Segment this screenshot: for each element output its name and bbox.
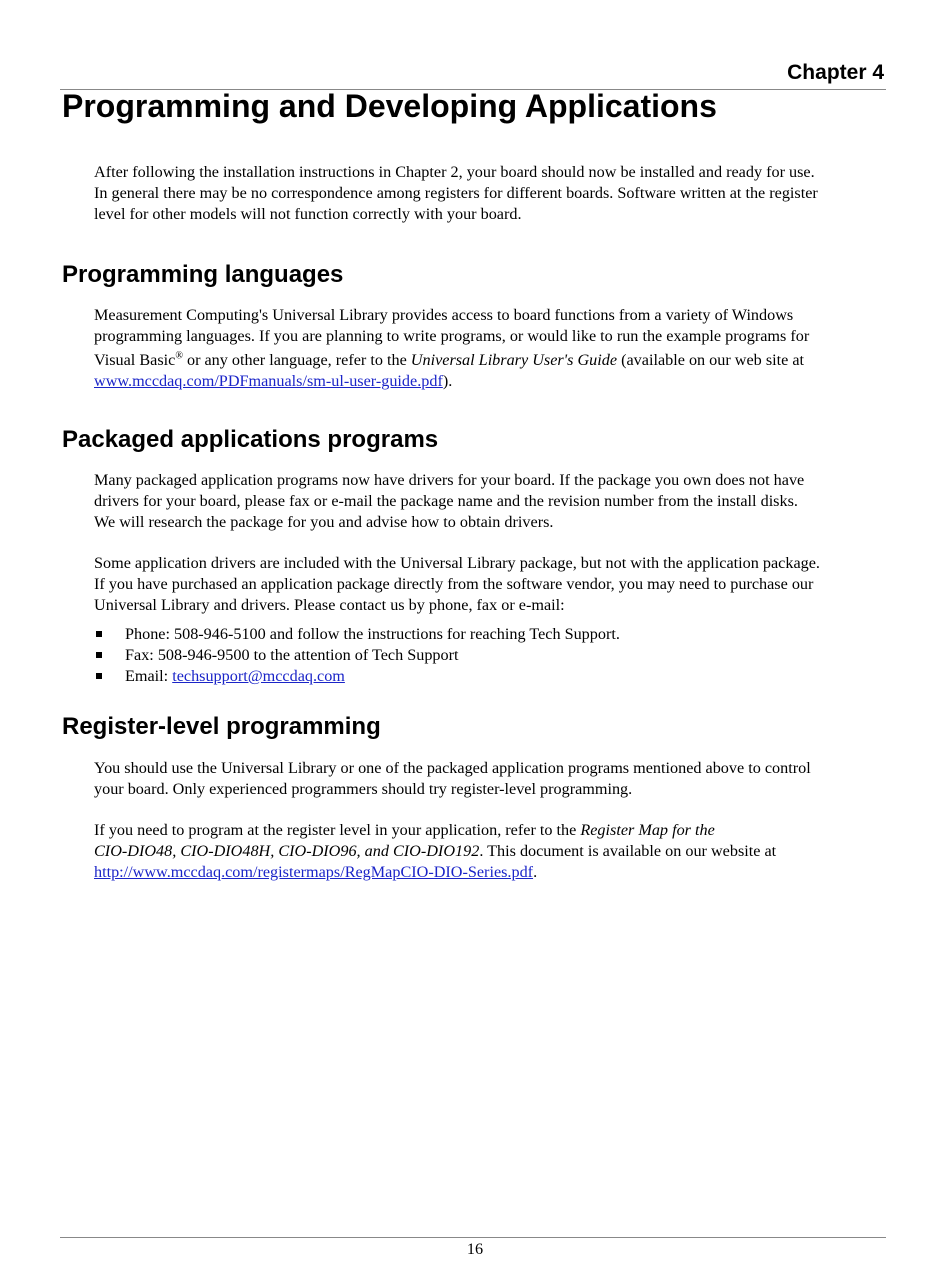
email-link[interactable]: techsupport@mccdaq.com: [172, 666, 345, 685]
paragraph-line: If you have purchased an application package directly from the software vendor, you may need to purchase our: [94, 574, 814, 593]
register-map-link[interactable]: http://www.mccdaq.com/registermaps/RegMapCIO-DIO-Series.pdf: [94, 862, 534, 881]
paragraph-line: We will research the package for you and advise how to obtain drivers.: [94, 512, 554, 531]
paragraph-line: programming languages. If you are planning to write programs, or would like to run the example programs for: [94, 326, 810, 345]
user-guide-link[interactable]: www.mccdaq.com/PDFmanuals/sm-ul-user-guide.pdf: [94, 371, 443, 390]
list-item: [94, 624, 620, 645]
list-item: [94, 666, 620, 687]
register-map-title: Register Map for the: [580, 821, 715, 839]
list-item: [94, 645, 620, 666]
paragraph-line: [94, 351, 804, 369]
paragraph-text: (available on our web site at: [617, 350, 805, 369]
contact-fax: Fax: 508-946-9500 to the attention of Tech Support: [125, 645, 459, 664]
packaged-applications-paragraph-1: [94, 470, 886, 532]
intro-line: In general there may be no correspondence among registers for different boards. Software written at the register: [94, 183, 818, 202]
paragraph-text: . This document is available on our website at: [479, 841, 777, 860]
chapter-label: Chapter 4: [787, 61, 884, 84]
paragraph-text: ).: [442, 371, 453, 390]
paragraph-line: [94, 372, 452, 390]
contact-phone: Phone: 508-946-5100 and follow the instructions for reaching Tech Support.: [125, 625, 620, 643]
paragraph-text: or any other language, refer to the: [182, 350, 411, 369]
paragraph-line: Many packaged application programs now have drivers for your board. If the package you own does not have: [94, 471, 805, 489]
register-map-title: CIO-DIO48, CIO-DIO48H, CIO-DIO96, and CIO-DIO192: [94, 841, 480, 860]
guide-title: Universal Library User's Guide: [410, 350, 618, 369]
page-number: 16: [466, 1240, 484, 1258]
bullet-icon: [96, 673, 102, 679]
registered-mark: ®: [175, 350, 183, 362]
paragraph-line: drivers for your board, please fax or e-mail the package name and the revision number from the install disks.: [94, 491, 798, 510]
register-level-paragraph-2: [94, 820, 886, 882]
programming-languages-paragraph: [94, 305, 886, 392]
page-title: Programming and Developing Applications: [62, 88, 717, 124]
footer-rule: [60, 1237, 886, 1238]
intro-line: After following the installation instructions in Chapter 2, your board should now be installed and ready for use.: [94, 163, 815, 181]
paragraph-line: [94, 842, 776, 860]
email-label: Email:: [125, 666, 173, 685]
contact-list: [94, 624, 620, 686]
paragraph-text: .: [533, 862, 538, 881]
paragraph-line: [94, 821, 715, 839]
bullet-icon: [96, 652, 102, 658]
paragraph-line: Universal Library and drivers. Please contact us by phone, fax or e-mail:: [94, 595, 565, 614]
bullet-icon: [96, 631, 102, 637]
visual-basic-text: Visual Basic: [94, 350, 176, 369]
heading-register-level: Register-level programming: [62, 713, 381, 740]
register-level-paragraph-1: [94, 758, 886, 800]
paragraph-line: [94, 863, 537, 881]
paragraph-line: You should use the Universal Library or one of the packaged application programs mentioned above to control: [94, 759, 811, 777]
paragraph-line: Some application drivers are included with the Universal Library package, but not with the application package.: [94, 554, 820, 572]
packaged-applications-paragraph-2: [94, 553, 886, 615]
paragraph-line: your board. Only experienced programmers should try register-level programming.: [94, 779, 633, 798]
heading-packaged-applications: Packaged applications programs: [62, 426, 439, 453]
paragraph-line: Measurement Computing's Universal Library provides access to board functions from a variety of Windows: [94, 306, 794, 324]
heading-programming-languages: Programming languages: [62, 261, 344, 288]
paragraph-text: If you need to program at the register level in your application, refer to the: [94, 821, 581, 839]
intro-line: level for other models will not function correctly with your board.: [94, 204, 522, 223]
intro-paragraph: [94, 162, 886, 224]
